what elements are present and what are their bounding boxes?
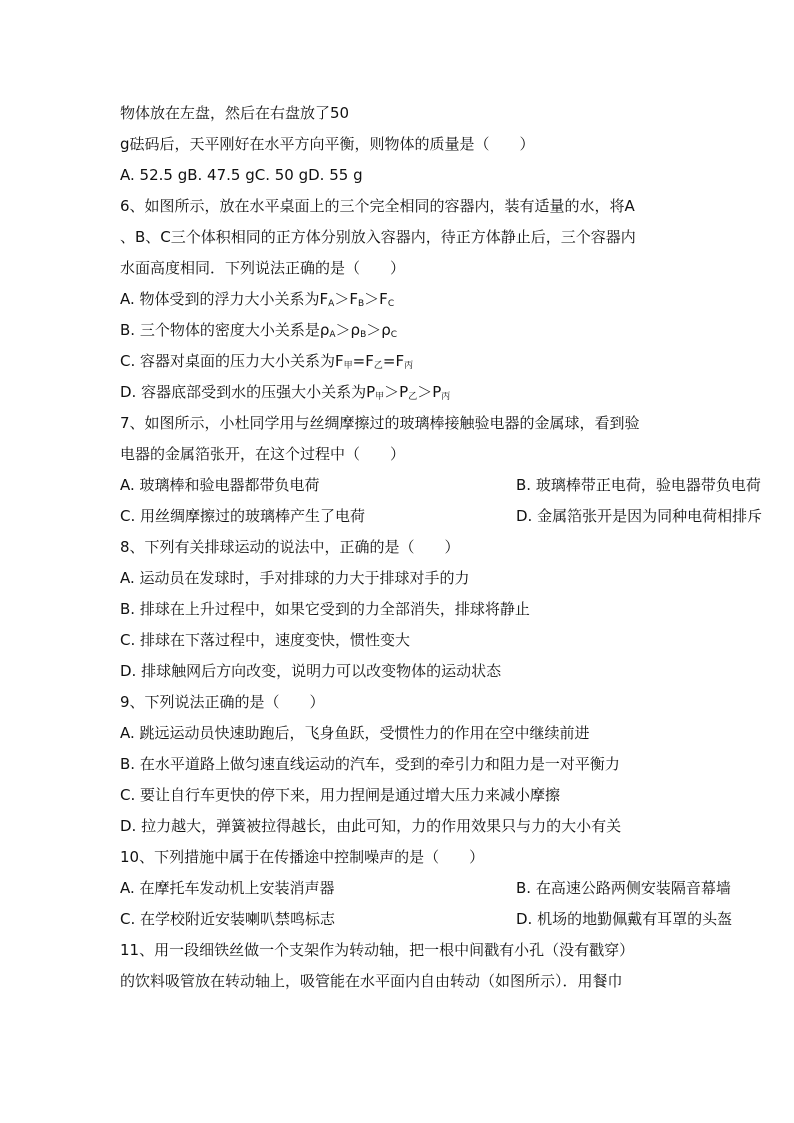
text-segment: B. 三个物体的密度大小关系是ρ [120,321,330,339]
text-line [120,289,394,311]
line-text: C. 要让自行车更快的停下来，用力捏闸是通过增大压力来减小摩擦 [120,786,561,804]
text-segment: ＞F [334,290,358,308]
text-line [120,196,635,218]
text-line [120,258,405,280]
text-line [120,103,349,125]
text-line [120,506,763,528]
text-segment: C. 容器对桌面的压力大小关系为F [120,352,344,370]
subscript: 乙 [373,361,383,371]
line-text: 、B、C三个体积相同的正方体分别放入容器内，待正方体静止后，三个容器内 [120,228,636,246]
line-text: B. 在水平道路上做匀速直线运动的汽车，受到的牵引力和阻力是一对平衡力 [120,755,620,773]
text-segment: D. 容器底部受到水的压强大小关系为P [120,383,376,401]
line-text: D. 拉力越大，弹簧被拉得越长，由此可知，力的作用效果只与力的大小有关 [120,817,622,835]
line-text: 9、下列说法正确的是（ ） [120,693,325,711]
text-segment: =F [352,352,374,370]
text-line [120,723,590,745]
text-line [120,351,413,373]
text-line [120,537,460,559]
line-text: D. 排球触网后方向改变，说明力可以改变物体的运动状态 [120,662,502,680]
text-segment: ＞P [417,383,442,401]
line-text: C. 在学校附近安装喇叭禁鸣标志 [120,910,336,928]
text-line [120,816,621,838]
line-text: 7、如图所示，小杜同学用与丝绸摩擦过的玻璃棒接触验电器的金属球，看到验 [120,414,640,432]
text-line [120,227,636,249]
line-text: 物体放在左盘，然后在右盘放了50 [120,104,350,122]
text-line [120,878,731,900]
text-line [120,754,620,776]
subscript: B [360,330,367,340]
subscript: 乙 [408,392,418,402]
text-line [120,785,560,807]
line-text: 6、如图所示，放在水平桌面上的三个完全相同的容器内，装有适量的水，将A [120,197,635,215]
text-line [120,909,733,931]
text-line [120,444,405,466]
text-line [120,847,484,869]
text-line [120,568,470,590]
line-text: 的饮料吸管放在转动轴上，吸管能在水平面内自由转动（如图所示）．用餐巾 [120,972,623,990]
line-text: A. 52.5 gB. 47.5 gC. 50 gD. 55 g [120,166,363,184]
subscript: 丙 [404,361,414,371]
subscript: 丙 [441,392,451,402]
text-line [120,165,363,187]
text-line [120,413,640,435]
option-text-right: B. 玻璃棒带正电荷，验电器带负电荷 [516,476,761,494]
option-text-right: D. 金属箔张开是因为同种电荷相排斥 [516,507,763,525]
subscript: A [329,330,336,340]
text-line [120,599,530,621]
text-segment: A. 物体受到的浮力大小关系为F [120,290,329,308]
text-segment: ＞P [384,383,409,401]
line-text: 11、用一段细铁丝做一个支架作为转动轴，把一根中间戳有小孔（没有戳穿） [120,941,635,959]
line-text: A. 在摩托车发动机上安装消声器 [120,879,335,897]
text-segment: ＞ρ [366,321,391,339]
text-line [120,940,634,962]
text-segment: =F [382,352,405,370]
line-text: A. 跳远运动员快速助跑后，飞身鱼跃，受惯性力的作用在空中继续前进 [120,724,590,742]
line-text: A. 玻璃棒和验电器都带负电荷 [120,476,320,494]
option-text-right: D. 机场的地勤佩戴有耳罩的头盔 [516,910,733,928]
subscript: 甲 [343,361,353,371]
line-text: C. 排球在下落过程中，速度变快，惯性变大 [120,631,411,649]
line-text: 10、下列措施中属于在传播途中控制噪声的是（ ） [120,848,485,866]
line-text: 水面高度相同．下列说法正确的是（ ） [120,259,406,277]
option-text-right: B. 在高速公路两侧安装隔音幕墙 [516,879,731,897]
text-segment: ＞ρ [335,321,361,339]
line-text: 8、下列有关排球运动的说法中，正确的是（ ） [120,538,460,556]
subscript: C [387,299,395,309]
text-line [120,382,450,404]
text-segment: ＞F [364,290,388,308]
line-text: g砝码后，天平刚好在水平方向平衡，则物体的质量是（ ） [120,135,535,153]
line-text: 电器的金属箔张开，在这个过程中（ ） [120,445,406,463]
subscript: A [328,299,335,309]
subscript: C [390,330,398,340]
text-line [120,692,325,714]
text-line [120,475,761,497]
text-line [120,630,410,652]
subscript: B [357,299,365,309]
text-line [120,661,501,683]
subscript: 甲 [375,392,385,402]
line-text: A. 运动员在发球时，手对排球的力大于排球对手的力 [120,569,470,587]
text-line [120,320,397,342]
line-text: B. 排球在上升过程中，如果它受到的力全部消失，排球将静止 [120,600,530,618]
text-line [120,134,535,156]
text-line [120,971,623,993]
line-text: C. 用丝绸摩擦过的玻璃棒产生了电荷 [120,507,366,525]
